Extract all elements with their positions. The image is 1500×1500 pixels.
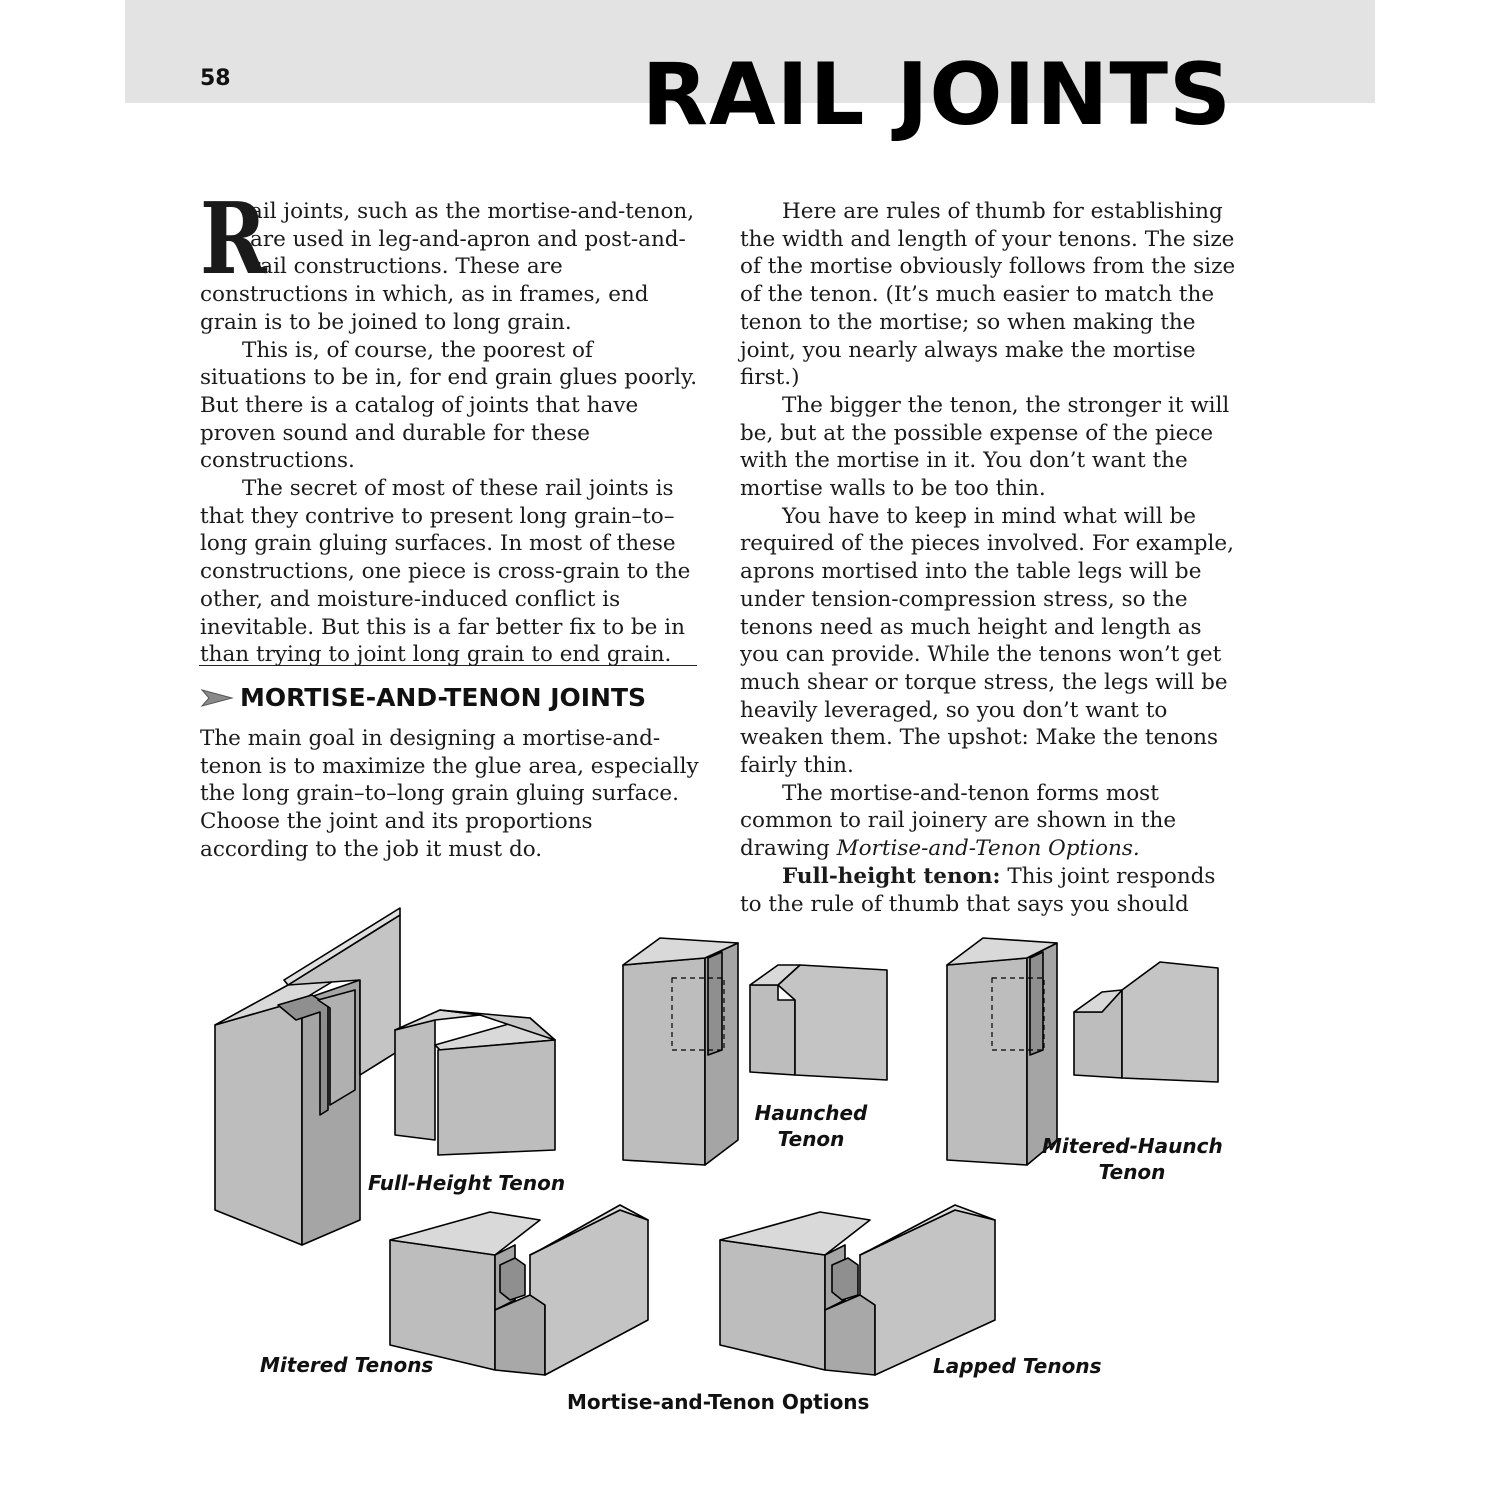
section-paragraph: The main goal in designing a mortise-and-tenon is to maximize the glue area, especially the long grain–to–long grain gluing surface. Choose the joint and its proportions according to the job it must do. [200, 726, 699, 862]
mitered-tenons-drawing [390, 1205, 648, 1375]
label-mitered-haunch-tenon [1042, 1133, 1222, 1185]
label-haunched-line-2: Tenon [777, 1127, 845, 1151]
mitered-haunch-tenon-drawing [947, 938, 1218, 1165]
page-number: 58 [200, 66, 231, 91]
drawing-reference: Mortise-and-Tenon Options. [836, 836, 1140, 862]
right-paragraph-3: You have to keep in mind what will be required of the pieces involved. For example, aprons mortised into the table legs will be under tension-compression stress, so the tenons need as much height and length as you can provide. While the tenons won’t get much shear or torque stress, the legs will be heavily leveraged, so you don’t want to weaken them. The upshot: Make the tenons fairly thin. [740, 503, 1234, 779]
section-heading-text: MORTISE-AND-TENON JOINTS [240, 683, 647, 712]
right-paragraph-2: The bigger the tenon, the stronger it will be, but at the possible expense of the piece with the mortise in it. You don’t want the mortise walls to be too thin. [740, 392, 1230, 502]
right-paragraph-1: Here are rules of thumb for establishing the width and length of your tenons. The size of the mortise obviously follows from the size of the tenon. (It’s much easier to match the tenon to the mortise; so when making the joint, you nearly always make the mortise first.) [740, 199, 1236, 391]
label-mitered-haunch-line-2: Tenon [1098, 1160, 1166, 1184]
right-paragraph-4-text: The mortise-and-tenon forms most common to rail joinery are shown in the drawing [740, 780, 1177, 862]
label-haunched-line-1: Haunched [754, 1101, 868, 1125]
left-paragraph-2: This is, of course, the poorest of situations to be in, for end grain glues poorly. But there is a catalog of joints that have proven sound and durable for these constructions. [200, 337, 698, 474]
figure-caption: Mortise-and-Tenon Options [567, 1390, 870, 1414]
drop-cap: R [200, 182, 267, 297]
label-mitered-tenons: Mitered Tenons [260, 1353, 434, 1377]
page-title: RAIL JOINTS [641, 45, 1232, 145]
left-paragraph-3: The secret of most of these rail joints is that they contrive to present long grain–to–long grain gluing surfaces. In most of these constructions, one piece is cross-grain to the other, and moisture-induced conflict is inevitable. But this is a far better fix to be in than trying to joint long grain to end grain. [200, 476, 691, 668]
label-haunched-tenon [752, 1100, 870, 1152]
right-paragraph-5-text: This joint responds to the rule of thumb that says you should [740, 863, 1216, 917]
label-lapped-tenons: Lapped Tenons [933, 1354, 1102, 1378]
full-height-tenon-term: Full-height tenon: [782, 863, 1001, 889]
lapped-tenons-drawing [720, 1205, 995, 1375]
label-mitered-haunch-line-1: Mitered-Haunch [1042, 1134, 1223, 1158]
label-full-height-tenon: Full-Height Tenon [368, 1171, 566, 1195]
left-paragraph-1-text: ail joints, such as the mortise-and-tenon, are used in leg-and-apron and post-and-rail constructions. These are constructions in which, as in frames, end grain is to be joined to long grain. [200, 199, 695, 335]
